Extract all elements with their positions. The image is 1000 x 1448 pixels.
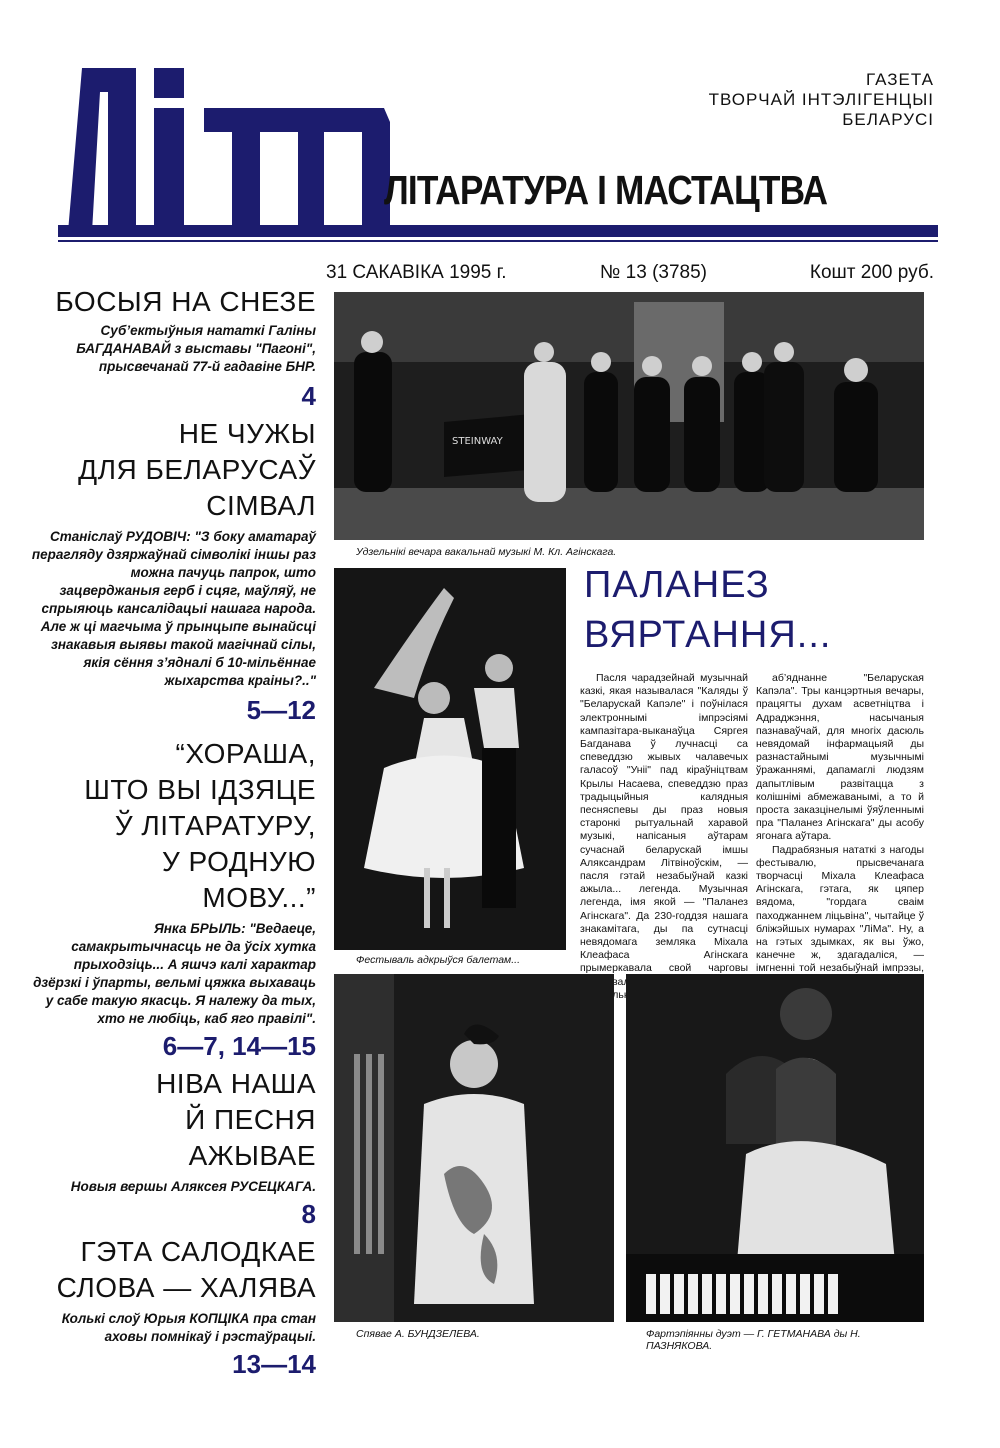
article-column	[756, 672, 924, 1019]
masthead-rule	[58, 225, 938, 237]
tagline-line: ГАЗЕТА	[866, 70, 934, 89]
contents-headline: ДЛЯ БЕЛАРУСАЎ	[78, 454, 316, 485]
contents-item[interactable]	[30, 284, 316, 412]
contents-headline: “ХОРАША,	[175, 738, 316, 769]
top-photo	[334, 292, 924, 540]
contents-page: 13—14	[232, 1349, 316, 1379]
contents-summary: Янка БРЫЛЬ: "Ведаеце, самакрытычнасць не да ўсіх хутка прыходзіць... А яшчэ калі характар дзёрзкі і ўпарты, вельмі цяжка выхаваць у сабе такую якасць. Я належу да тых, хто не любіць, каб яго правілі".	[33, 921, 316, 1026]
contents-summary: Новыя вершы Аляксея РУСЕЦКАГА.	[70, 1179, 316, 1194]
issue-date: 31 САКАВІКА 1995 г.	[326, 262, 507, 283]
contents-summary: Колькі слоў Юрыя КОПЦІКА пра стан аховы помнікаў і рэстаўрацыі.	[61, 1311, 316, 1344]
contents-headline: У РОДНУЮ	[161, 846, 316, 877]
tagline-line: БЕЛАРУСІ	[842, 110, 934, 129]
issue-price: Кошт 200 руб.	[809, 262, 934, 283]
masthead-rule-thin	[58, 240, 938, 242]
top-photo-caption: Удзельнікі вечара вакальнай музыкі М. Кл. Агінскага.	[356, 546, 617, 558]
contents-page: 5—12	[246, 695, 316, 725]
article-paragraph: Пасля чарадзейнай музычнай казкі, якая называлася "Каляды ў "Беларускай Капэле" і поўнілася электроннымі імпрэсіямі кампазітара-выканаўца Сяргея Багданава ў лучнасці са спеведдзю жывых чалавечых галасоў "Уніі" пад кіраўніцтвам Крылы Насаева, спеведдзю праз традыцыйныя калядныя песняспевы ды праз новыя старонкі рытуальнай харавой музыкі, напісаныя аўтарам сучаснай беларускай імшы Аляксандрам Літвіноўскім, — пасля гэтай незабыўнай казкі ажыла... легенда. Музычная легенда, імя якой — "Паланез Агінскага". Да 230-годдзя нашага знакамітага, ды па сутнасці невядомага земляка Міхала Клеафаса Агінскага прымеркавала свой чарговы	[580, 672, 748, 975]
article-column	[580, 672, 748, 1002]
issue-number: № 13 (3785)	[600, 262, 707, 283]
article-paragraph: аб’яднанне "Беларуская Капэла". Тры канцэртныя вечары, працягты духам асветніцтва і Адраджэння, насычаныя пазнаваўчай, для многіх дасюль невядомай інфармацыяй ды разнастайнымі музычнымі ўражаннямі, дапамаглі людзям дапытлівым развітацца з колішнімі абмежаванымі, а то й проста заказцінелымі ўяўленнымі пра "Паланез Агінскага" ды асобу ягонага аўтара.	[756, 672, 924, 843]
contents-headline: Й ПЕСНЯ	[185, 1104, 316, 1135]
singer-photo	[334, 974, 614, 1322]
ballet-photo-caption: Фестываль адкрыўся балетам...	[356, 954, 521, 966]
ballet-photo	[334, 568, 566, 950]
piano-brand: STEINWAY	[452, 436, 503, 447]
article-title-line: ПАЛАНЕЗ	[584, 564, 770, 606]
contents-item[interactable]	[30, 736, 316, 1062]
contents-headline: НЕ ЧУЖЫ	[178, 418, 316, 449]
contents-summary: Суб’ектыўныя нататкі Галіны БАГДАНАВАЙ з выставы "Пагоні", прысвечанай 77-й гадавіне БНР.	[76, 323, 316, 374]
contents-item[interactable]	[30, 1234, 316, 1380]
masthead-logo	[58, 62, 398, 237]
contents-headline: ШТО ВЫ ІДЗЯЦЕ	[84, 774, 316, 805]
contents-page: 8	[301, 1199, 316, 1229]
contents-headline: АЖЫВАЕ	[188, 1140, 316, 1171]
article-paragraph: Падрабязныя нататкі з нагоды фестывалю, прысвечанага творчасці Міхала Клеафаса Агінскага, гэтага, як цяпер вядома, "гордага сваім паходжаннем ліцьвіна", чытайце ў бліжэйшых нумарах "ЛіМа". Ну, а на гэтых здымках, як вы ўжо, канечне ж, здагадаліся, — імгненні той незабыўнай імпрэзы,	[756, 843, 924, 975]
contents-summary: Станіслаў РУДОВІЧ: "З боку аматараў перагляду дзяржаўнай сімволікі іншы раз можна пачуць папрок, што зацверджаныя герб і сцяг, маўляў, не спрыяюць кансалідацыі нашага народа. Але ж ці магчыма ў прынцыпе вынайсці знакавыя выявы такой магічнай сілы, якія сёння з’ядналі б 10-мільённае жыхарства краіны?.."	[31, 529, 316, 688]
contents-page: 4	[301, 381, 316, 411]
contents-headline: НІВА НАША	[156, 1068, 316, 1099]
article-title-line: ВЯРТАННЯ...	[584, 614, 832, 656]
paper-title: ЛІТАРАТУРА І МАСТАЦТВА	[384, 167, 828, 213]
article-title	[584, 560, 944, 660]
contents-item[interactable]	[30, 416, 316, 726]
masthead-tagline	[709, 70, 934, 130]
contents-page: 6—7, 14—15	[162, 1031, 316, 1061]
tagline-line: ТВОРЧАЙ ІНТЭЛІГЕНЦЫІ	[708, 90, 934, 109]
contents-headline: СЛОВА — ХАЛЯВА	[56, 1272, 316, 1303]
contents-headline: БОСЫЯ НА СНЕЗЕ	[55, 286, 316, 317]
piano-duet-caption: Фартэпіянны дуэт — Г. ГЕТМАНАВА ды Н. ПАЗНЯКОВА.	[646, 1328, 861, 1352]
singer-photo-caption: Спявае А. БУНДЗЕЛЕВА.	[356, 1328, 480, 1340]
contents-headline: Ў ЛІТАРАТУРУ,	[114, 810, 316, 841]
contents-headline: МОВУ...”	[202, 882, 316, 913]
piano-duet-photo	[626, 974, 924, 1322]
contents-headline: ГЭТА САЛОДКАЕ	[80, 1236, 316, 1267]
contents-headline: СІМВАЛ	[206, 490, 316, 521]
contents-item[interactable]	[30, 1066, 316, 1230]
